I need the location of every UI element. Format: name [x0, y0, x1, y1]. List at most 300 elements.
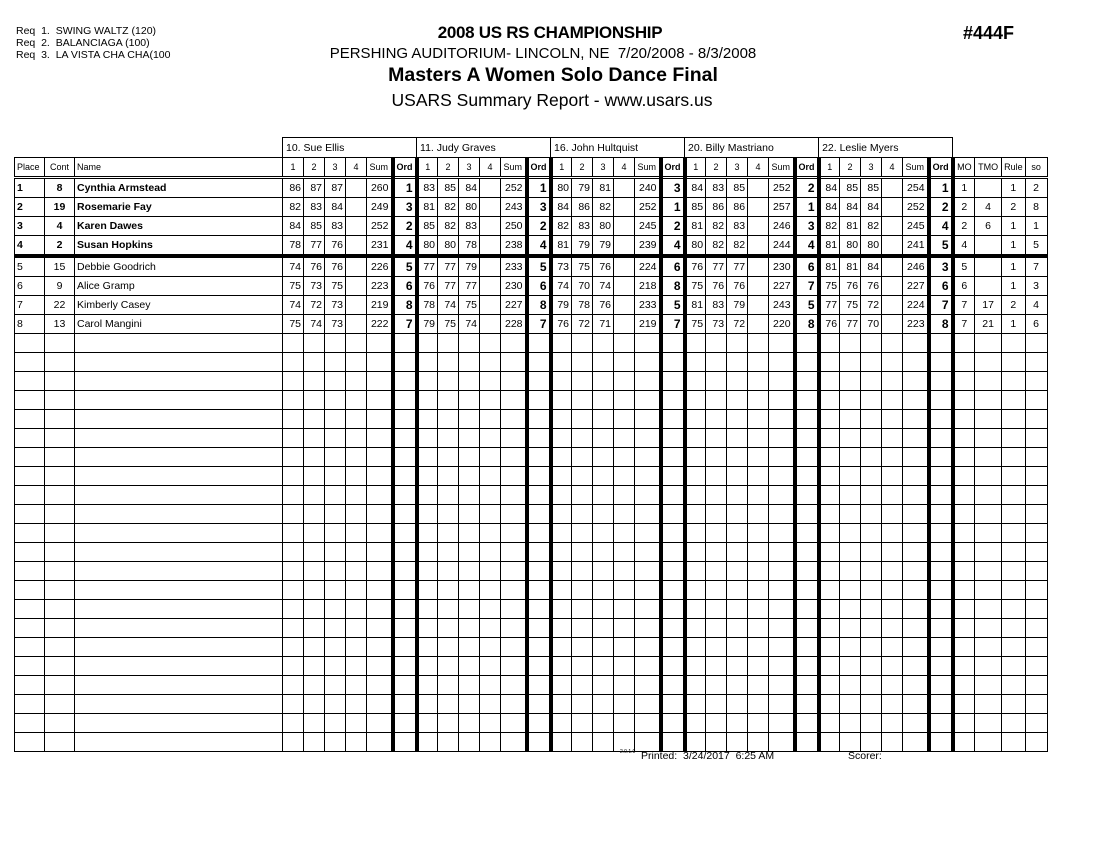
empty-cell	[661, 448, 685, 467]
judge-sum-cell: 224	[903, 296, 929, 315]
empty-cell	[706, 619, 727, 638]
judge-header-spacer	[953, 138, 1048, 158]
empty-cell	[325, 486, 346, 505]
empty-row	[15, 733, 1048, 752]
empty-cell	[1002, 505, 1026, 524]
judge-score-cell: 82	[593, 198, 614, 217]
empty-cell	[685, 505, 706, 524]
empty-cell	[769, 524, 795, 543]
empty-cell	[840, 619, 861, 638]
so-cell: 5	[1025, 236, 1047, 257]
empty-cell	[15, 486, 45, 505]
empty-cell	[661, 562, 685, 581]
empty-cell	[861, 543, 882, 562]
empty-cell	[438, 562, 459, 581]
empty-cell	[572, 619, 593, 638]
so-cell: 6	[1025, 315, 1047, 334]
empty-cell	[795, 410, 819, 429]
empty-cell	[1025, 429, 1047, 448]
judge-score-cell: 84	[685, 178, 706, 198]
event-id: #444F	[963, 23, 1015, 43]
empty-cell	[304, 486, 325, 505]
empty-cell	[346, 524, 367, 543]
empty-cell	[819, 619, 840, 638]
judge-header-spacer	[15, 138, 283, 158]
empty-cell	[1025, 524, 1047, 543]
empty-cell	[706, 524, 727, 543]
judge-score-cell: 81	[685, 217, 706, 236]
judge-score-cell: 73	[325, 296, 346, 315]
judge-sum-cell: 252	[635, 198, 661, 217]
empty-cell	[840, 391, 861, 410]
empty-cell	[706, 543, 727, 562]
judge-sum-cell: 249	[367, 198, 393, 217]
empty-cell	[551, 543, 572, 562]
col-header-judge-ord: Ord	[393, 158, 417, 178]
col-header-judge-2: 2	[840, 158, 861, 178]
printed-timestamp: Printed: 3/24/2017 6:25 AM	[641, 750, 775, 762]
judge-score-cell: 76	[325, 256, 346, 277]
empty-cell	[614, 600, 635, 619]
empty-cell	[975, 676, 1002, 695]
empty-cell	[304, 600, 325, 619]
empty-cell	[685, 695, 706, 714]
empty-cell	[706, 581, 727, 600]
empty-cell	[15, 505, 45, 524]
judge-score-cell: 84	[459, 178, 480, 198]
empty-cell	[1025, 581, 1047, 600]
empty-cell	[706, 714, 727, 733]
empty-row	[15, 486, 1048, 505]
empty-cell	[480, 714, 501, 733]
empty-cell	[593, 353, 614, 372]
empty-row	[15, 448, 1048, 467]
empty-cell	[15, 695, 45, 714]
empty-cell	[727, 562, 748, 581]
empty-cell	[459, 410, 480, 429]
judge-sum-cell: 227	[903, 277, 929, 296]
empty-cell	[953, 638, 975, 657]
empty-cell	[706, 429, 727, 448]
empty-cell	[861, 334, 882, 353]
judge-score-cell: 72	[304, 296, 325, 315]
judge-score-cell	[614, 296, 635, 315]
empty-cell	[501, 524, 527, 543]
empty-cell	[795, 372, 819, 391]
empty-cell	[661, 391, 685, 410]
empty-cell	[685, 733, 706, 752]
empty-cell	[417, 467, 438, 486]
empty-cell	[283, 334, 304, 353]
judge-score-cell: 77	[417, 256, 438, 277]
empty-cell	[635, 562, 661, 581]
empty-cell	[614, 429, 635, 448]
empty-cell	[840, 695, 861, 714]
empty-cell	[527, 619, 551, 638]
judge-score-cell: 77	[438, 277, 459, 296]
judge-ordinal-cell: 8	[527, 296, 551, 315]
empty-cell	[593, 562, 614, 581]
empty-cell	[417, 372, 438, 391]
empty-cell	[727, 429, 748, 448]
empty-cell	[75, 410, 283, 429]
empty-cell	[325, 657, 346, 676]
col-header-judge-4: 4	[480, 158, 501, 178]
judge-score-cell: 86	[727, 198, 748, 217]
judge-score-cell	[480, 217, 501, 236]
empty-cell	[727, 448, 748, 467]
empty-cell	[953, 372, 975, 391]
empty-cell	[706, 448, 727, 467]
judge-score-cell	[614, 198, 635, 217]
empty-cell	[527, 429, 551, 448]
empty-cell	[614, 657, 635, 676]
empty-cell	[1025, 733, 1047, 752]
judge-score-cell: 85	[861, 178, 882, 198]
empty-cell	[882, 486, 903, 505]
empty-cell	[283, 353, 304, 372]
empty-cell	[527, 733, 551, 752]
empty-cell	[438, 391, 459, 410]
empty-cell	[459, 714, 480, 733]
empty-cell	[1002, 733, 1026, 752]
col-header-tmo: TMO	[975, 158, 1002, 178]
empty-cell	[551, 638, 572, 657]
empty-cell	[975, 581, 1002, 600]
judge-score-cell	[346, 296, 367, 315]
judge-score-cell: 81	[819, 256, 840, 277]
judge-score-cell	[346, 217, 367, 236]
empty-cell	[635, 448, 661, 467]
empty-cell	[551, 334, 572, 353]
empty-cell	[685, 581, 706, 600]
empty-cell	[769, 581, 795, 600]
empty-cell	[769, 543, 795, 562]
empty-cell	[75, 619, 283, 638]
empty-cell	[1025, 486, 1047, 505]
judge-sum-cell: 245	[903, 217, 929, 236]
empty-cell	[572, 543, 593, 562]
rule-cell: 2	[1002, 296, 1026, 315]
empty-cell	[283, 505, 304, 524]
judge-score-cell: 81	[417, 198, 438, 217]
empty-cell	[1025, 353, 1047, 372]
empty-cell	[903, 429, 929, 448]
judge-score-cell: 75	[840, 296, 861, 315]
empty-cell	[527, 524, 551, 543]
empty-cell	[635, 486, 661, 505]
empty-cell	[45, 372, 75, 391]
empty-cell	[929, 543, 953, 562]
empty-cell	[819, 562, 840, 581]
empty-cell	[769, 505, 795, 524]
judge-ordinal-cell: 5	[929, 236, 953, 257]
empty-cell	[438, 581, 459, 600]
judge-score-cell: 83	[325, 217, 346, 236]
judge-score-cell	[480, 296, 501, 315]
judge-score-cell: 75	[325, 277, 346, 296]
skater-name-cell: Kimberly Casey	[75, 296, 283, 315]
empty-cell	[551, 467, 572, 486]
empty-cell	[1002, 410, 1026, 429]
rule-cell: 1	[1002, 178, 1026, 198]
empty-cell	[727, 581, 748, 600]
empty-cell	[661, 733, 685, 752]
empty-cell	[840, 429, 861, 448]
requirement-2: Req 2. BALANCIAGA (100)	[16, 37, 150, 49]
contestant-number-cell: 9	[45, 277, 75, 296]
judge-sum-cell: 244	[769, 236, 795, 257]
empty-cell	[438, 638, 459, 657]
empty-cell	[346, 486, 367, 505]
empty-cell	[417, 524, 438, 543]
empty-cell	[551, 353, 572, 372]
empty-cell	[635, 676, 661, 695]
empty-cell	[975, 448, 1002, 467]
table-row	[15, 315, 1048, 334]
empty-cell	[480, 391, 501, 410]
col-header-so: so	[1025, 158, 1047, 178]
empty-cell	[748, 429, 769, 448]
empty-cell	[727, 714, 748, 733]
judge-score-cell	[346, 198, 367, 217]
empty-cell	[635, 581, 661, 600]
empty-cell	[346, 429, 367, 448]
judge-score-cell: 82	[283, 198, 304, 217]
version-mark: 2.0.1.0	[620, 749, 636, 755]
empty-cell	[1002, 638, 1026, 657]
empty-cell	[819, 372, 840, 391]
empty-cell	[748, 353, 769, 372]
empty-cell	[929, 467, 953, 486]
empty-cell	[661, 353, 685, 372]
empty-cell	[975, 562, 1002, 581]
empty-cell	[727, 524, 748, 543]
judge-score-cell: 75	[685, 277, 706, 296]
col-header-judge-sum: Sum	[769, 158, 795, 178]
empty-cell	[480, 657, 501, 676]
judge-score-cell: 77	[706, 256, 727, 277]
empty-cell	[346, 562, 367, 581]
empty-cell	[346, 353, 367, 372]
judge-score-cell: 72	[861, 296, 882, 315]
empty-cell	[417, 486, 438, 505]
empty-cell	[929, 334, 953, 353]
empty-cell	[283, 448, 304, 467]
empty-cell	[527, 410, 551, 429]
empty-cell	[325, 676, 346, 695]
empty-cell	[614, 581, 635, 600]
empty-cell	[661, 581, 685, 600]
col-header-judge-ord: Ord	[661, 158, 685, 178]
table-row	[15, 217, 1048, 236]
tmo-cell	[975, 178, 1002, 198]
empty-cell	[975, 467, 1002, 486]
empty-cell	[614, 448, 635, 467]
empty-cell	[861, 676, 882, 695]
empty-cell	[417, 543, 438, 562]
empty-cell	[15, 714, 45, 733]
empty-cell	[367, 372, 393, 391]
empty-cell	[975, 410, 1002, 429]
judge-sum-cell: 231	[367, 236, 393, 257]
empty-cell	[75, 448, 283, 467]
judge-score-cell: 76	[727, 277, 748, 296]
empty-cell	[953, 600, 975, 619]
empty-cell	[480, 600, 501, 619]
empty-cell	[501, 505, 527, 524]
empty-cell	[283, 410, 304, 429]
empty-cell	[304, 543, 325, 562]
so-cell: 8	[1025, 198, 1047, 217]
judge-score-cell	[748, 315, 769, 334]
empty-cell	[417, 448, 438, 467]
empty-cell	[593, 657, 614, 676]
empty-cell	[367, 448, 393, 467]
empty-cell	[819, 676, 840, 695]
empty-cell	[75, 543, 283, 562]
empty-row	[15, 562, 1048, 581]
empty-cell	[501, 467, 527, 486]
scorer-label: Scorer:	[848, 750, 882, 762]
empty-row	[15, 714, 1048, 733]
empty-cell	[367, 524, 393, 543]
empty-cell	[685, 714, 706, 733]
empty-cell	[795, 562, 819, 581]
judge-score-cell: 70	[572, 277, 593, 296]
empty-cell	[769, 676, 795, 695]
empty-cell	[661, 334, 685, 353]
empty-cell	[769, 733, 795, 752]
empty-cell	[367, 410, 393, 429]
event-title: Masters A Women Solo Dance Final	[388, 64, 718, 86]
judge-sum-cell: 241	[903, 236, 929, 257]
empty-cell	[819, 733, 840, 752]
empty-cell	[861, 467, 882, 486]
empty-cell	[1025, 714, 1047, 733]
empty-cell	[367, 334, 393, 353]
empty-cell	[572, 391, 593, 410]
empty-cell	[551, 410, 572, 429]
empty-cell	[45, 448, 75, 467]
empty-cell	[283, 429, 304, 448]
judge-ordinal-cell: 5	[661, 296, 685, 315]
col-header-judge-4: 4	[882, 158, 903, 178]
empty-cell	[861, 714, 882, 733]
empty-cell	[661, 429, 685, 448]
empty-cell	[727, 600, 748, 619]
empty-cell	[459, 334, 480, 353]
col-header-judge-ord: Ord	[527, 158, 551, 178]
empty-cell	[795, 429, 819, 448]
empty-cell	[795, 676, 819, 695]
judge-score-cell	[480, 178, 501, 198]
empty-cell	[551, 486, 572, 505]
so-cell: 7	[1025, 256, 1047, 277]
empty-cell	[417, 733, 438, 752]
judge-sum-cell: 252	[501, 178, 527, 198]
empty-cell	[304, 676, 325, 695]
empty-cell	[635, 714, 661, 733]
col-header-judge-1: 1	[819, 158, 840, 178]
empty-cell	[480, 353, 501, 372]
judge-score-cell: 87	[304, 178, 325, 198]
mo-cell: 1	[953, 178, 975, 198]
empty-cell	[75, 467, 283, 486]
empty-cell	[1002, 486, 1026, 505]
empty-cell	[527, 467, 551, 486]
empty-cell	[15, 391, 45, 410]
empty-cell	[929, 676, 953, 695]
empty-cell	[975, 486, 1002, 505]
empty-cell	[819, 334, 840, 353]
table-row	[15, 198, 1048, 217]
empty-cell	[975, 733, 1002, 752]
empty-cell	[304, 619, 325, 638]
empty-cell	[551, 391, 572, 410]
judge-ordinal-cell: 2	[393, 217, 417, 236]
judge-score-cell: 80	[417, 236, 438, 257]
empty-cell	[748, 733, 769, 752]
judge-sum-cell: 246	[903, 256, 929, 277]
judge-score-cell: 80	[593, 217, 614, 236]
rule-cell: 1	[1002, 217, 1026, 236]
judge-ordinal-cell: 6	[527, 277, 551, 296]
empty-cell	[882, 619, 903, 638]
empty-cell	[346, 619, 367, 638]
skater-name-cell: Karen Dawes	[75, 217, 283, 236]
empty-cell	[903, 695, 929, 714]
empty-cell	[393, 676, 417, 695]
col-header-judge-1: 1	[685, 158, 706, 178]
empty-cell	[438, 410, 459, 429]
empty-cell	[795, 467, 819, 486]
empty-cell	[75, 562, 283, 581]
empty-cell	[417, 638, 438, 657]
empty-row	[15, 391, 1048, 410]
empty-cell	[501, 600, 527, 619]
empty-cell	[929, 448, 953, 467]
judge-score-cell: 84	[840, 198, 861, 217]
empty-cell	[819, 391, 840, 410]
empty-cell	[953, 334, 975, 353]
empty-cell	[685, 467, 706, 486]
empty-cell	[480, 486, 501, 505]
empty-cell	[367, 638, 393, 657]
judge-score-cell	[346, 315, 367, 334]
empty-cell	[325, 448, 346, 467]
judge-ordinal-cell: 4	[929, 217, 953, 236]
empty-cell	[527, 676, 551, 695]
empty-cell	[840, 714, 861, 733]
empty-cell	[953, 353, 975, 372]
empty-cell	[304, 638, 325, 657]
empty-cell	[819, 714, 840, 733]
empty-cell	[75, 505, 283, 524]
empty-cell	[325, 524, 346, 543]
empty-cell	[283, 391, 304, 410]
judge-ordinal-cell: 1	[661, 198, 685, 217]
empty-cell	[903, 676, 929, 695]
judge-ordinal-cell: 3	[661, 178, 685, 198]
empty-cell	[304, 562, 325, 581]
empty-cell	[283, 714, 304, 733]
empty-cell	[685, 619, 706, 638]
empty-cell	[346, 600, 367, 619]
tmo-cell: 21	[975, 315, 1002, 334]
empty-cell	[769, 619, 795, 638]
empty-cell	[840, 486, 861, 505]
